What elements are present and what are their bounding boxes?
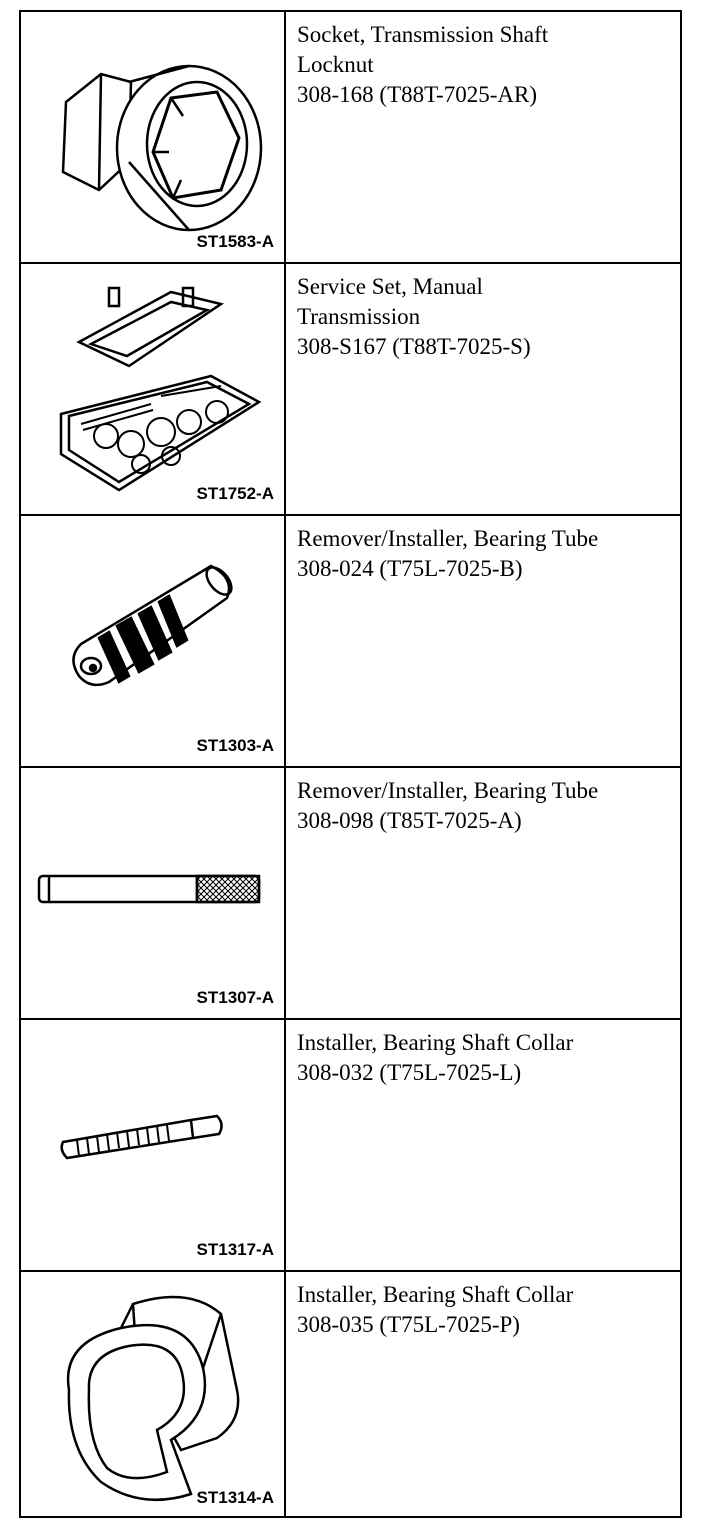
- tool-name-continued: Locknut: [297, 52, 374, 77]
- tool-name: Remover/Installer, Bearing Tube: [297, 526, 599, 551]
- tool-description: [297, 1280, 677, 1340]
- tool-illustration-cell: [21, 264, 286, 514]
- tool-description: [297, 1028, 677, 1088]
- illustration-code: ST1317-A: [196, 1240, 274, 1259]
- tool-description: [297, 272, 677, 362]
- tool-illustration-cell: [21, 12, 286, 262]
- tool-illustration-cell: [21, 1020, 286, 1270]
- tool-illustration-cell: [21, 1272, 286, 1518]
- illustration-code: ST1752-A: [196, 484, 274, 503]
- illustration-code: ST1583-A: [196, 232, 274, 251]
- tool-name: Socket, Transmission Shaft: [297, 22, 549, 47]
- bearing-tube-remover-illustration: [21, 516, 284, 766]
- table-row: [21, 1272, 680, 1518]
- tool-illustration-cell: [21, 768, 286, 1018]
- collar-installer-split-illustration: [21, 1272, 284, 1518]
- tool-part-number: 308-098 (T85T-7025-A): [297, 808, 522, 833]
- tool-name: Remover/Installer, Bearing Tube: [297, 778, 599, 803]
- tool-name: Installer, Bearing Shaft Collar: [297, 1030, 574, 1055]
- table-row: [21, 516, 680, 768]
- tool-description: [297, 20, 677, 110]
- tool-description: [297, 776, 677, 836]
- table-row: [21, 768, 680, 1020]
- tool-description: [297, 524, 677, 584]
- tool-part-number: 308-S167 (T88T-7025-S): [297, 334, 531, 359]
- table-row: [21, 264, 680, 516]
- tool-name: Installer, Bearing Shaft Collar: [297, 1282, 574, 1307]
- collar-installer-threaded-illustration: [21, 1020, 284, 1270]
- tool-part-number: 308-168 (T88T-7025-AR): [297, 82, 537, 107]
- bearing-tube-rod-illustration: [21, 768, 284, 1018]
- service-set-case-illustration: [21, 264, 284, 514]
- illustration-code: ST1303-A: [196, 736, 274, 755]
- table-row: [21, 12, 680, 264]
- tool-part-number: 308-032 (T75L-7025-L): [297, 1060, 522, 1085]
- illustration-code: ST1307-A: [196, 988, 274, 1007]
- tool-name: Service Set, Manual: [297, 274, 483, 299]
- tool-illustration-cell: [21, 516, 286, 766]
- table-row: [21, 1020, 680, 1272]
- tool-part-number: 308-035 (T75L-7025-P): [297, 1312, 520, 1337]
- tool-part-number: 308-024 (T75L-7025-B): [297, 556, 523, 581]
- socket-tool-illustration: [21, 12, 284, 262]
- special-tools-table: [19, 10, 682, 1518]
- illustration-code: ST1314-A: [196, 1488, 274, 1507]
- tool-name-continued: Transmission: [297, 304, 421, 329]
